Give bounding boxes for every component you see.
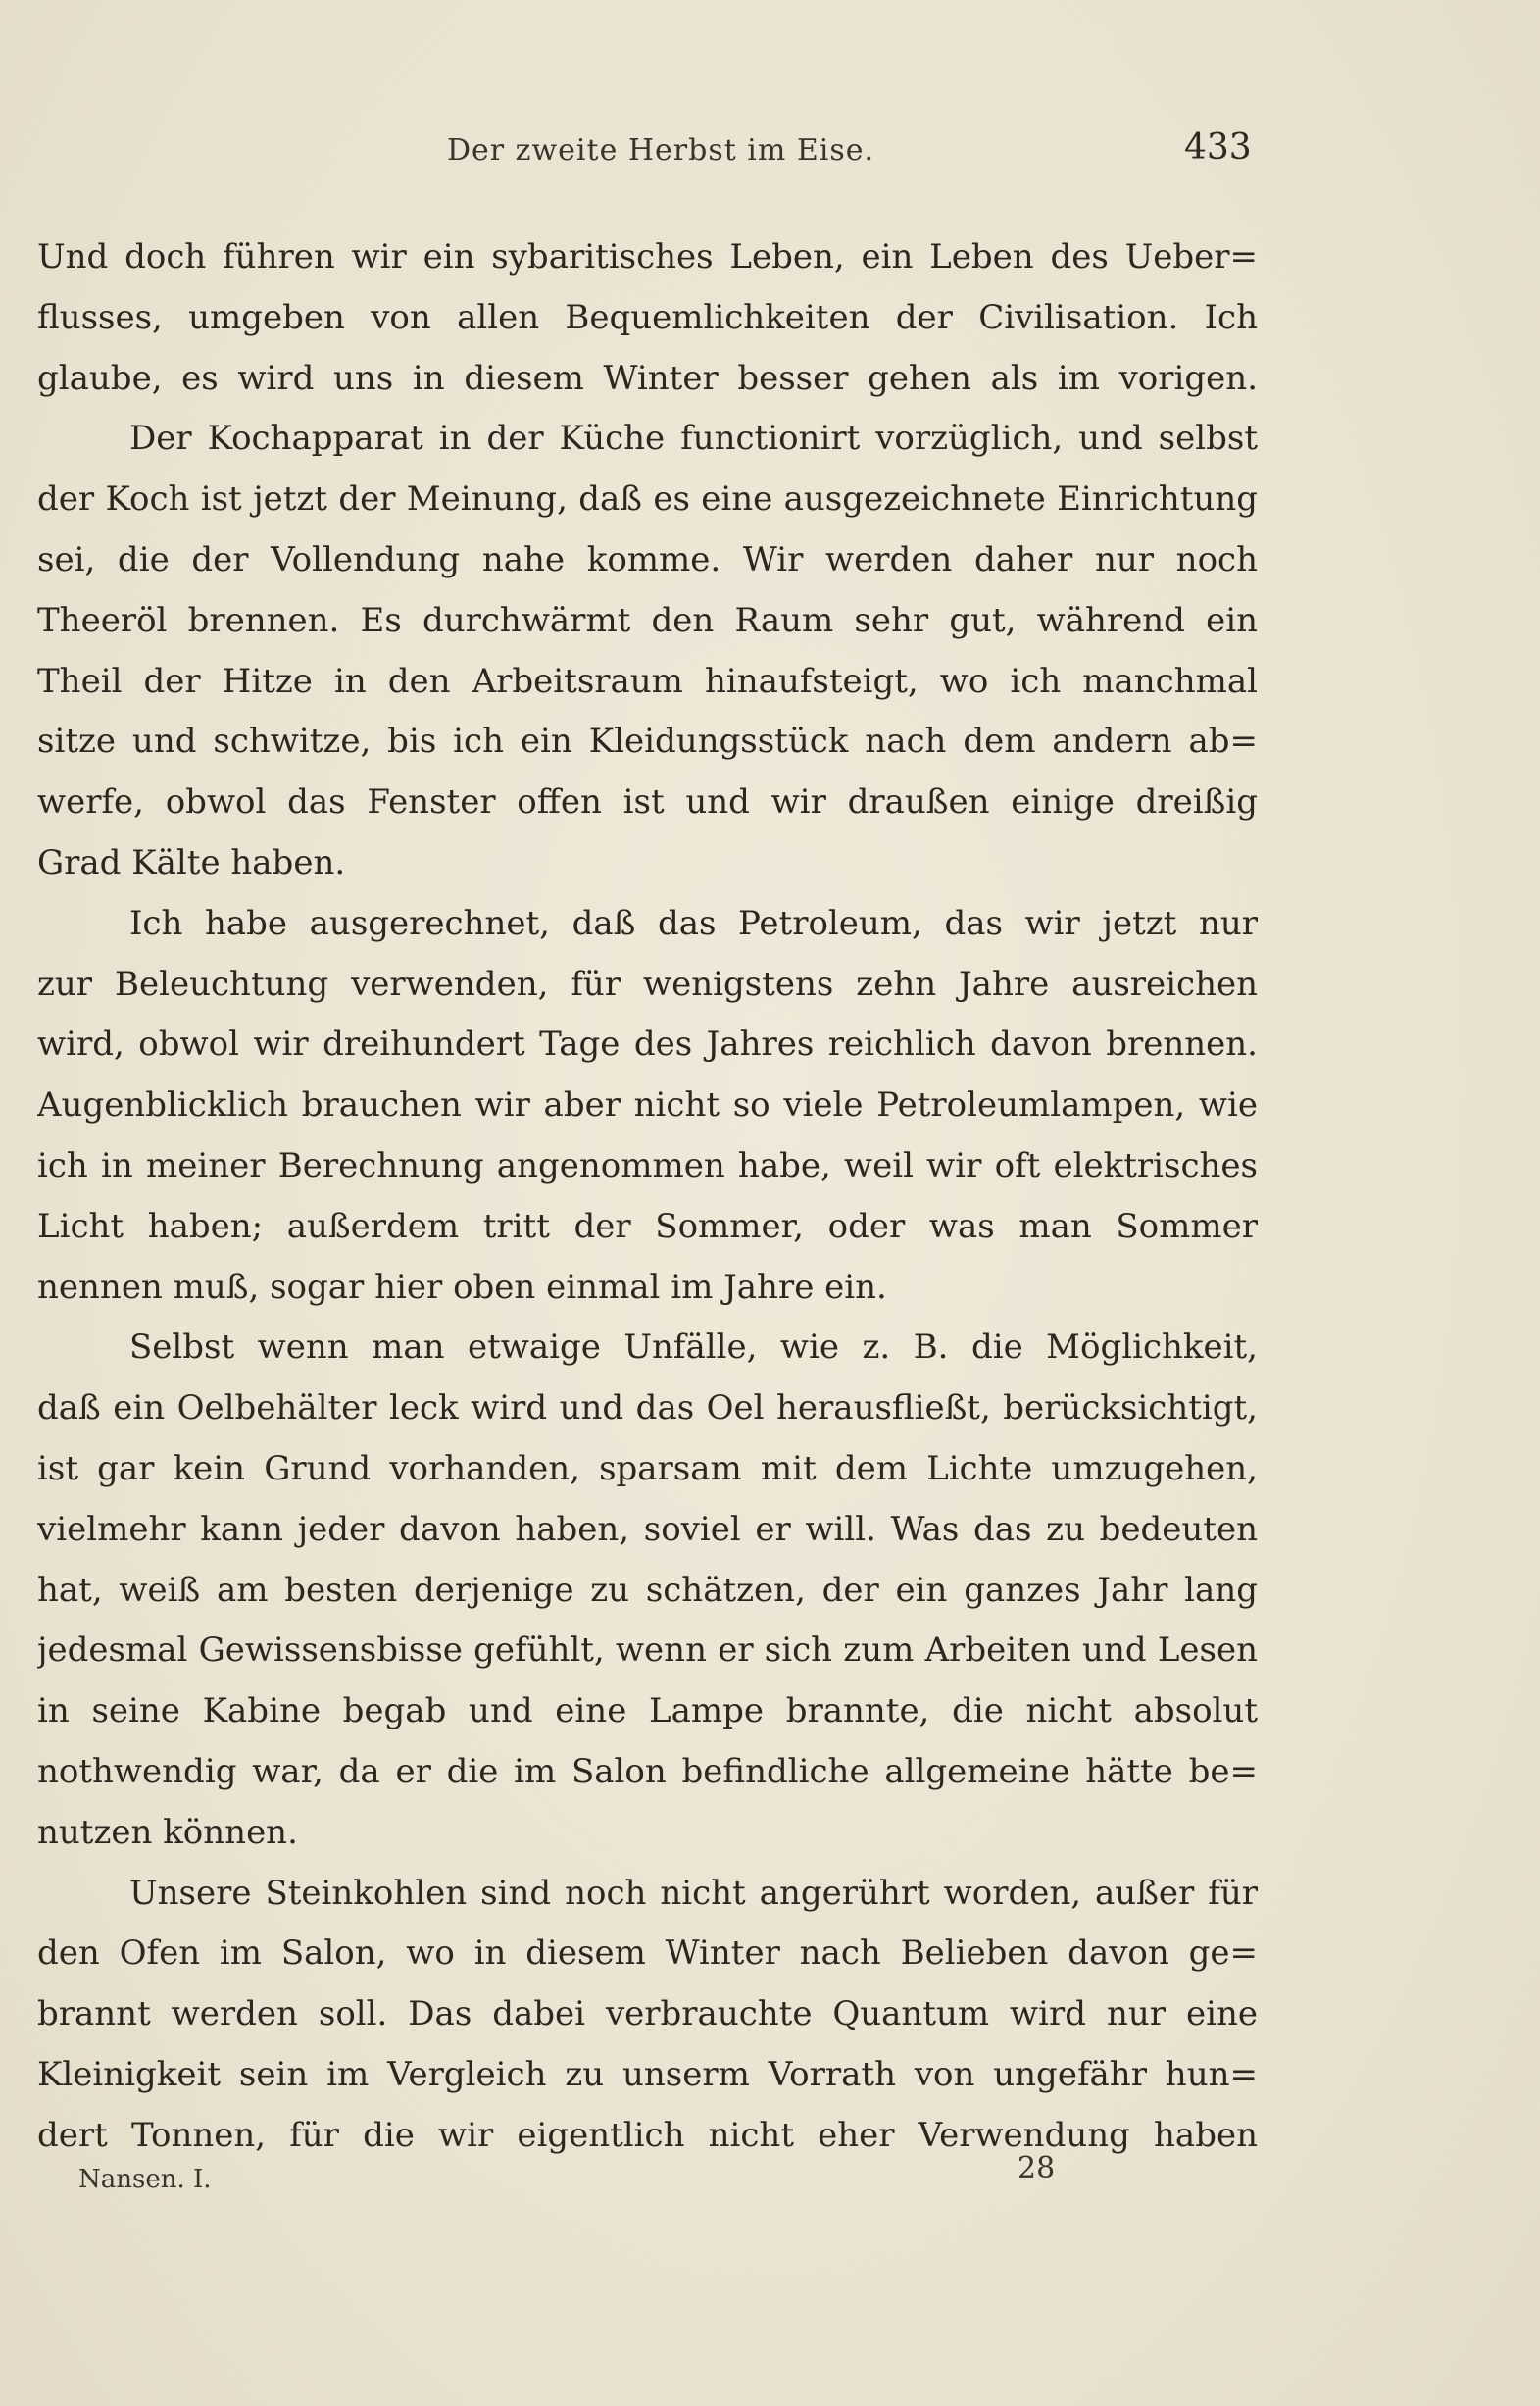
- text-line: sei, die der Vollendung nahe komme. Wir werden daher nur noch: [37, 539, 1258, 579]
- text-line: glaube, es wird uns in diesem Winter besser gehen als im vorigen.: [37, 358, 1258, 398]
- text-line: der Koch ist jetzt der Meinung, daß es eine ausgezeichnete Einrichtung: [37, 479, 1258, 520]
- text-line: in seine Kabine begab und eine Lampe brannte, die nicht absolut: [37, 1691, 1258, 1731]
- running-title: Der zweite Herbst im Eise.: [447, 133, 875, 168]
- text-line: Theeröl brennen. Es durchwärmt den Raum sehr gut, während ein: [37, 600, 1258, 640]
- text-line: Kleinigkeit sein im Vergleich zu unserm Vorrath von ungefähr hun=: [37, 2054, 1258, 2094]
- signature-mark: Nansen. I.: [78, 2165, 212, 2194]
- body-text: [37, 227, 1258, 2167]
- text-line: Und doch führen wir ein sybaritisches Leben, ein Leben des Ueber=: [37, 237, 1258, 276]
- page-number: 433: [1184, 127, 1252, 168]
- text-line: brannt werden soll. Das dabei verbrauchte Quantum wird nur eine: [37, 1994, 1258, 2034]
- text-line: wird, obwol wir dreihundert Tage des Jahres reichlich davon brennen.: [37, 1025, 1258, 1065]
- text-line: Ich habe ausgerechnet, daß das Petroleum, das wir jetzt nur: [129, 903, 1258, 943]
- text-line: nothwendig war, da er die im Salon befindliche allgemeine hätte be=: [37, 1751, 1258, 1791]
- text-line: dert Tonnen, für die wir eigentlich nicht eher Verwendung haben: [37, 2115, 1258, 2155]
- text-line: vielmehr kann jeder davon haben, soviel er will. Was das zu bedeuten: [37, 1509, 1258, 1549]
- text-line: ich in meiner Berechnung angenommen habe, weil wir oft elektrisches: [37, 1145, 1258, 1185]
- sheet-number: 28: [1018, 2151, 1056, 2185]
- text-line: Licht haben; außerdem tritt der Sommer, oder was man Sommer: [37, 1206, 1258, 1246]
- text-line: den Ofen im Salon, wo in diesem Winter nach Belieben davon ge=: [37, 1933, 1258, 1974]
- text-line: nennen muß, sogar hier oben einmal im Jahre ein.: [37, 1267, 887, 1307]
- text-line: werfe, obwol das Fenster offen ist und wir draußen einige dreißig: [37, 782, 1258, 823]
- text-line: Augenblicklich brauchen wir aber nicht so viele Petroleumlampen, wie: [37, 1085, 1258, 1126]
- page-footer: [0, 2151, 1540, 2200]
- text-line: Unsere Steinkohlen sind noch nicht angerührt worden, außer für: [129, 1873, 1258, 1913]
- text-line: Der Kochapparat in der Küche functionirt vorzüglich, und selbst: [129, 419, 1258, 459]
- text-line: hat, weiß am besten derjenige zu schätzen, der ein ganzes Jahr lang: [37, 1570, 1258, 1610]
- text-line: Grad Kälte haben.: [37, 842, 346, 882]
- text-line: nutzen können.: [37, 1812, 298, 1852]
- text-line: Theil der Hitze in den Arbeitsraum hinaufsteigt, wo ich manchmal: [37, 661, 1258, 701]
- text-line: jedesmal Gewissensbisse gefühlt, wenn er sich zum Arbeiten und Lesen: [37, 1630, 1258, 1671]
- text-line: Selbst wenn man etwaige Unfälle, wie z. B. die Möglichkeit,: [129, 1328, 1258, 1368]
- text-line: daß ein Oelbehälter leck wird und das Oel herausfließt, berücksichtigt,: [37, 1388, 1258, 1429]
- text-line: zur Beleuchtung verwenden, für wenigstens zehn Jahre ausreichen: [37, 964, 1258, 1004]
- running-head: [0, 127, 1540, 176]
- text-line: sitze und schwitze, bis ich ein Kleidungsstück nach dem andern ab=: [37, 722, 1258, 762]
- text-line: ist gar kein Grund vorhanden, sparsam mit dem Lichte umzugehen,: [37, 1448, 1258, 1488]
- text-line: flusses, umgeben von allen Bequemlichkeiten der Civilisation. Ich: [37, 297, 1258, 337]
